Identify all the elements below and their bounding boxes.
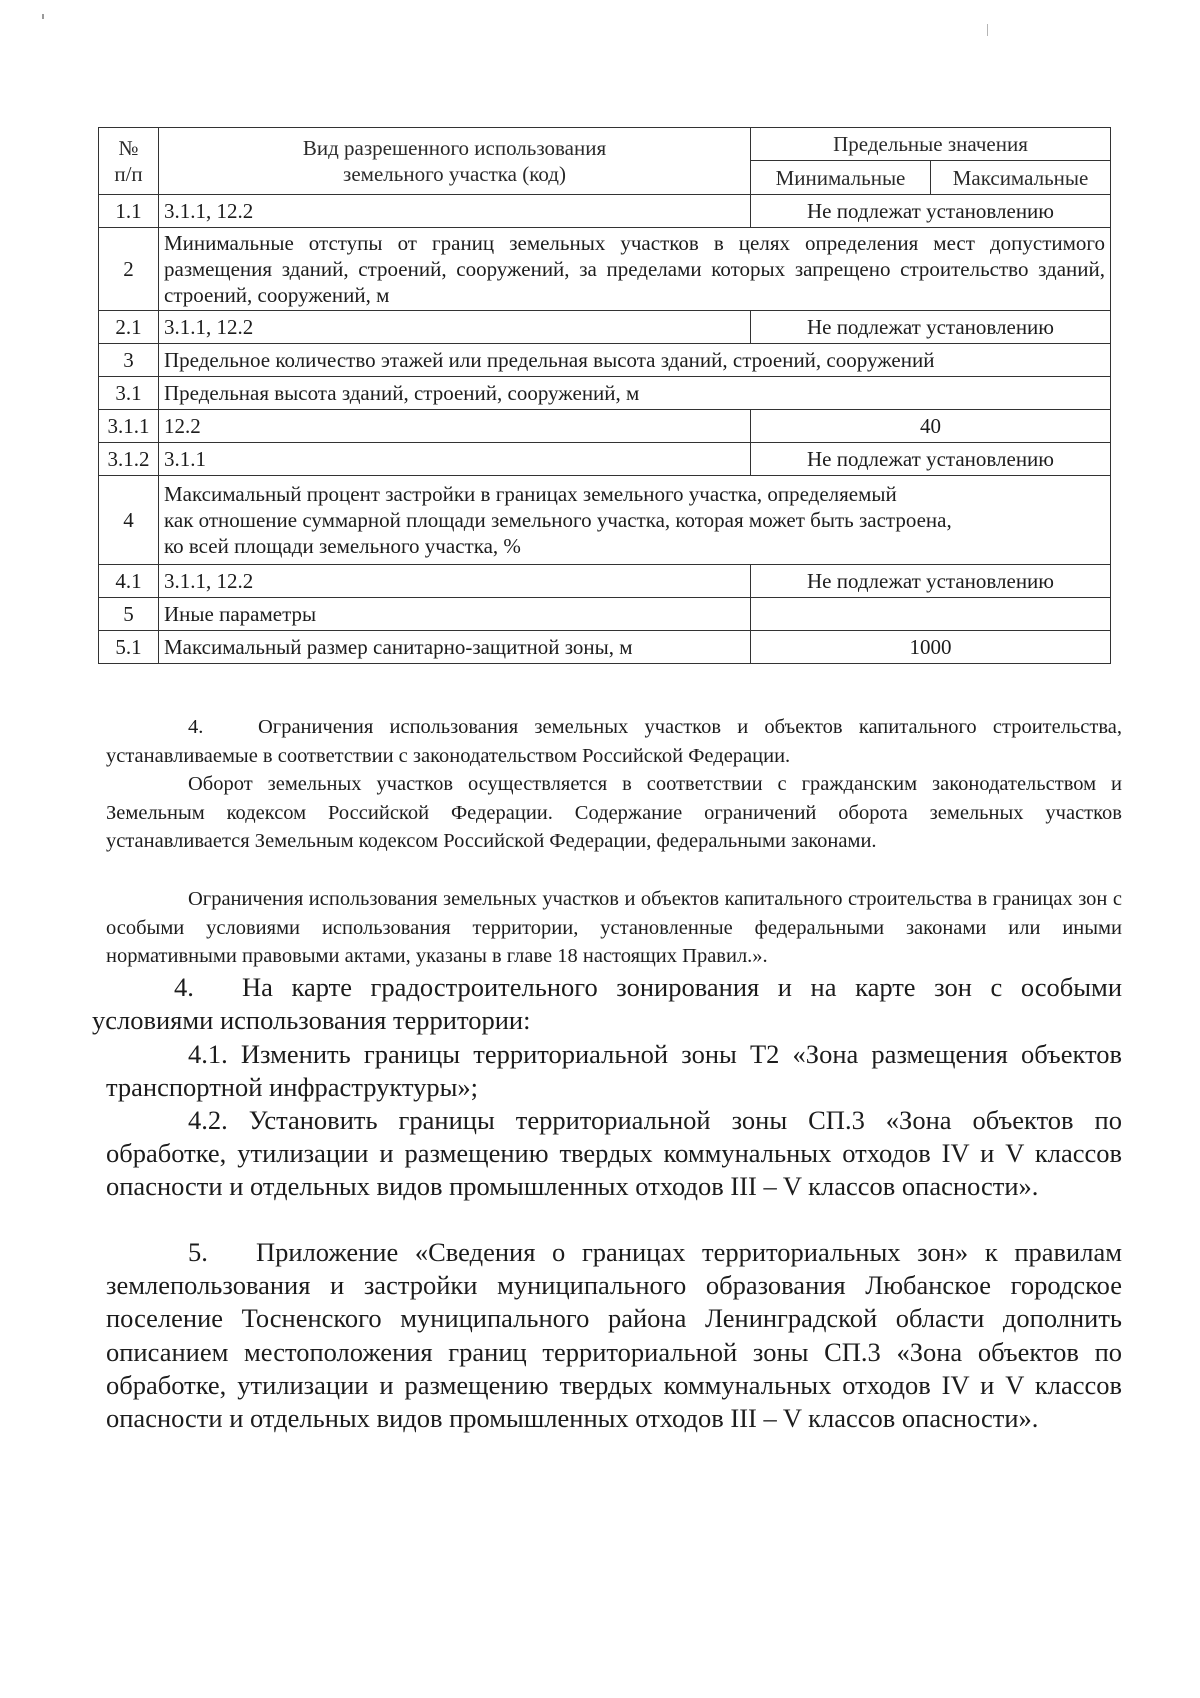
table-row xyxy=(99,476,1111,565)
row-number: 3.1.2 xyxy=(99,443,159,476)
table-row xyxy=(99,410,1111,443)
row-text: 3.1.1, 12.2 xyxy=(159,311,751,344)
paragraph-number: 4. xyxy=(188,716,204,738)
row-text: 3.1.1, 12.2 xyxy=(159,195,751,228)
row-value: Не подлежат установлению xyxy=(751,443,1111,476)
item-4-2: 4.2. Установить границы территориальной зоны СП.3 «Зона объектов по обработке, утилизации и размещению твердых коммунальных отходов IV и V классов опасности и отдельных видов промышленных отходов III – V классов опасности». xyxy=(106,1105,1122,1202)
table-row xyxy=(99,311,1111,344)
header-kind: Вид разрешенного использования земельного участка (код) xyxy=(159,128,751,195)
table-row xyxy=(99,344,1111,377)
row-number: 2.1 xyxy=(99,311,159,344)
table-row xyxy=(99,598,1111,631)
row-text: 3.1.1 xyxy=(159,443,751,476)
row-value: Не подлежат установлению xyxy=(751,311,1111,344)
row-value: Не подлежат установлению xyxy=(751,565,1111,598)
row-number: 1.1 xyxy=(99,195,159,228)
row-number: 3 xyxy=(99,344,159,377)
header-limits: Предельные значения xyxy=(751,128,1111,161)
row-number: 5 xyxy=(99,598,159,631)
row-value: 40 xyxy=(751,410,1111,443)
row-text: Максимальный процент застройки в границах земельного участка, определяемый как отношение суммарной площади земельного участка, которая может быть застроена, ко всей площади земельного участка, % xyxy=(159,476,1111,565)
row-number: 3.1.1 xyxy=(99,410,159,443)
row-text: Предельное количество этажей или предельная высота зданий, строений, сооружений xyxy=(159,344,1111,377)
scan-speck xyxy=(42,14,44,19)
row-value: Не подлежат установлению xyxy=(751,195,1111,228)
table-row xyxy=(99,565,1111,598)
row-number: 4 xyxy=(99,476,159,565)
row-text: 3.1.1, 12.2 xyxy=(159,565,751,598)
row-text: 12.2 xyxy=(159,410,751,443)
item-4-1: 4.1. Изменить границы территориальной зоны Т2 «Зона размещения объектов транспортной инфраструктуры»; xyxy=(106,1039,1122,1103)
paragraph-oborot: Оборот земельных участков осуществляется в соответствии с гражданским законодательством и Земельным кодексом Российской Федерации. Содержание ограничений оборота земельных участков устанавливается Земельным кодексом Российской Федерации, федеральными законами. xyxy=(106,773,1122,852)
row-number: 5.1 xyxy=(99,631,159,664)
paragraph-text: Ограничения использования земельных участков и объектов капитального строительства, устанавливаемые в соответствии с законодательством Российской Федерации. xyxy=(106,716,1122,767)
limits-table xyxy=(98,127,1111,664)
item-number: 4. xyxy=(174,972,194,1002)
paragraph-restrictions xyxy=(106,713,1122,770)
table-row xyxy=(99,228,1111,311)
row-value: 1000 xyxy=(751,631,1111,664)
row-text: Иные параметры xyxy=(159,598,751,631)
header-min: Минимальные xyxy=(751,161,931,195)
table-row xyxy=(99,377,1111,410)
table-row xyxy=(99,443,1111,476)
row-text: Предельная высота зданий, строений, сооружений, м xyxy=(159,377,1111,410)
item-5 xyxy=(106,1236,1122,1435)
table-header-row xyxy=(99,128,1111,161)
row-number: 2 xyxy=(99,228,159,311)
item-text: На карте градостроительного зонирования и на карте зон с особыми условиями использования территории: xyxy=(92,972,1122,1036)
header-num: № п/п xyxy=(99,128,159,195)
row-text: Минимальные отступы от границ земельных участков в целях определения мест допустимого размещения зданий, строений, сооружений, за пределами которых запрещено строительство зданий, строений, сооружений, м xyxy=(159,228,1111,311)
row-number: 3.1 xyxy=(99,377,159,410)
item-text: Приложение «Сведения о границах территориальных зон» к правилам землепользования и застройки муниципального образования Любанское городское поселение Тосненского муниципального района Ленинградской области дополнить описанием местоположения границ территориальной зоны СП.3 «Зона объектов по обработке, утилизации и размещению твердых коммунальных отходов IV и V классов опасности и отдельных видов промышленных отходов III – V классов опасности». xyxy=(106,1237,1122,1434)
row-number: 4.1 xyxy=(99,565,159,598)
row-value xyxy=(751,598,1111,631)
row-text: Максимальный размер санитарно-защитной зоны, м xyxy=(159,631,751,664)
table-row xyxy=(99,631,1111,664)
scan-speck xyxy=(987,24,988,36)
item-4 xyxy=(92,971,1122,1037)
paragraph-zones: Ограничения использования земельных участков и объектов капитального строительства в границах зон с особыми условиями использования территории, установленные федеральными законами или иными нормативными правовыми актами, указаны в главе 18 настоящих Правил.». xyxy=(106,888,1122,967)
item-number: 5. xyxy=(188,1237,208,1267)
table-row xyxy=(99,195,1111,228)
header-max: Максимальные xyxy=(931,161,1111,195)
